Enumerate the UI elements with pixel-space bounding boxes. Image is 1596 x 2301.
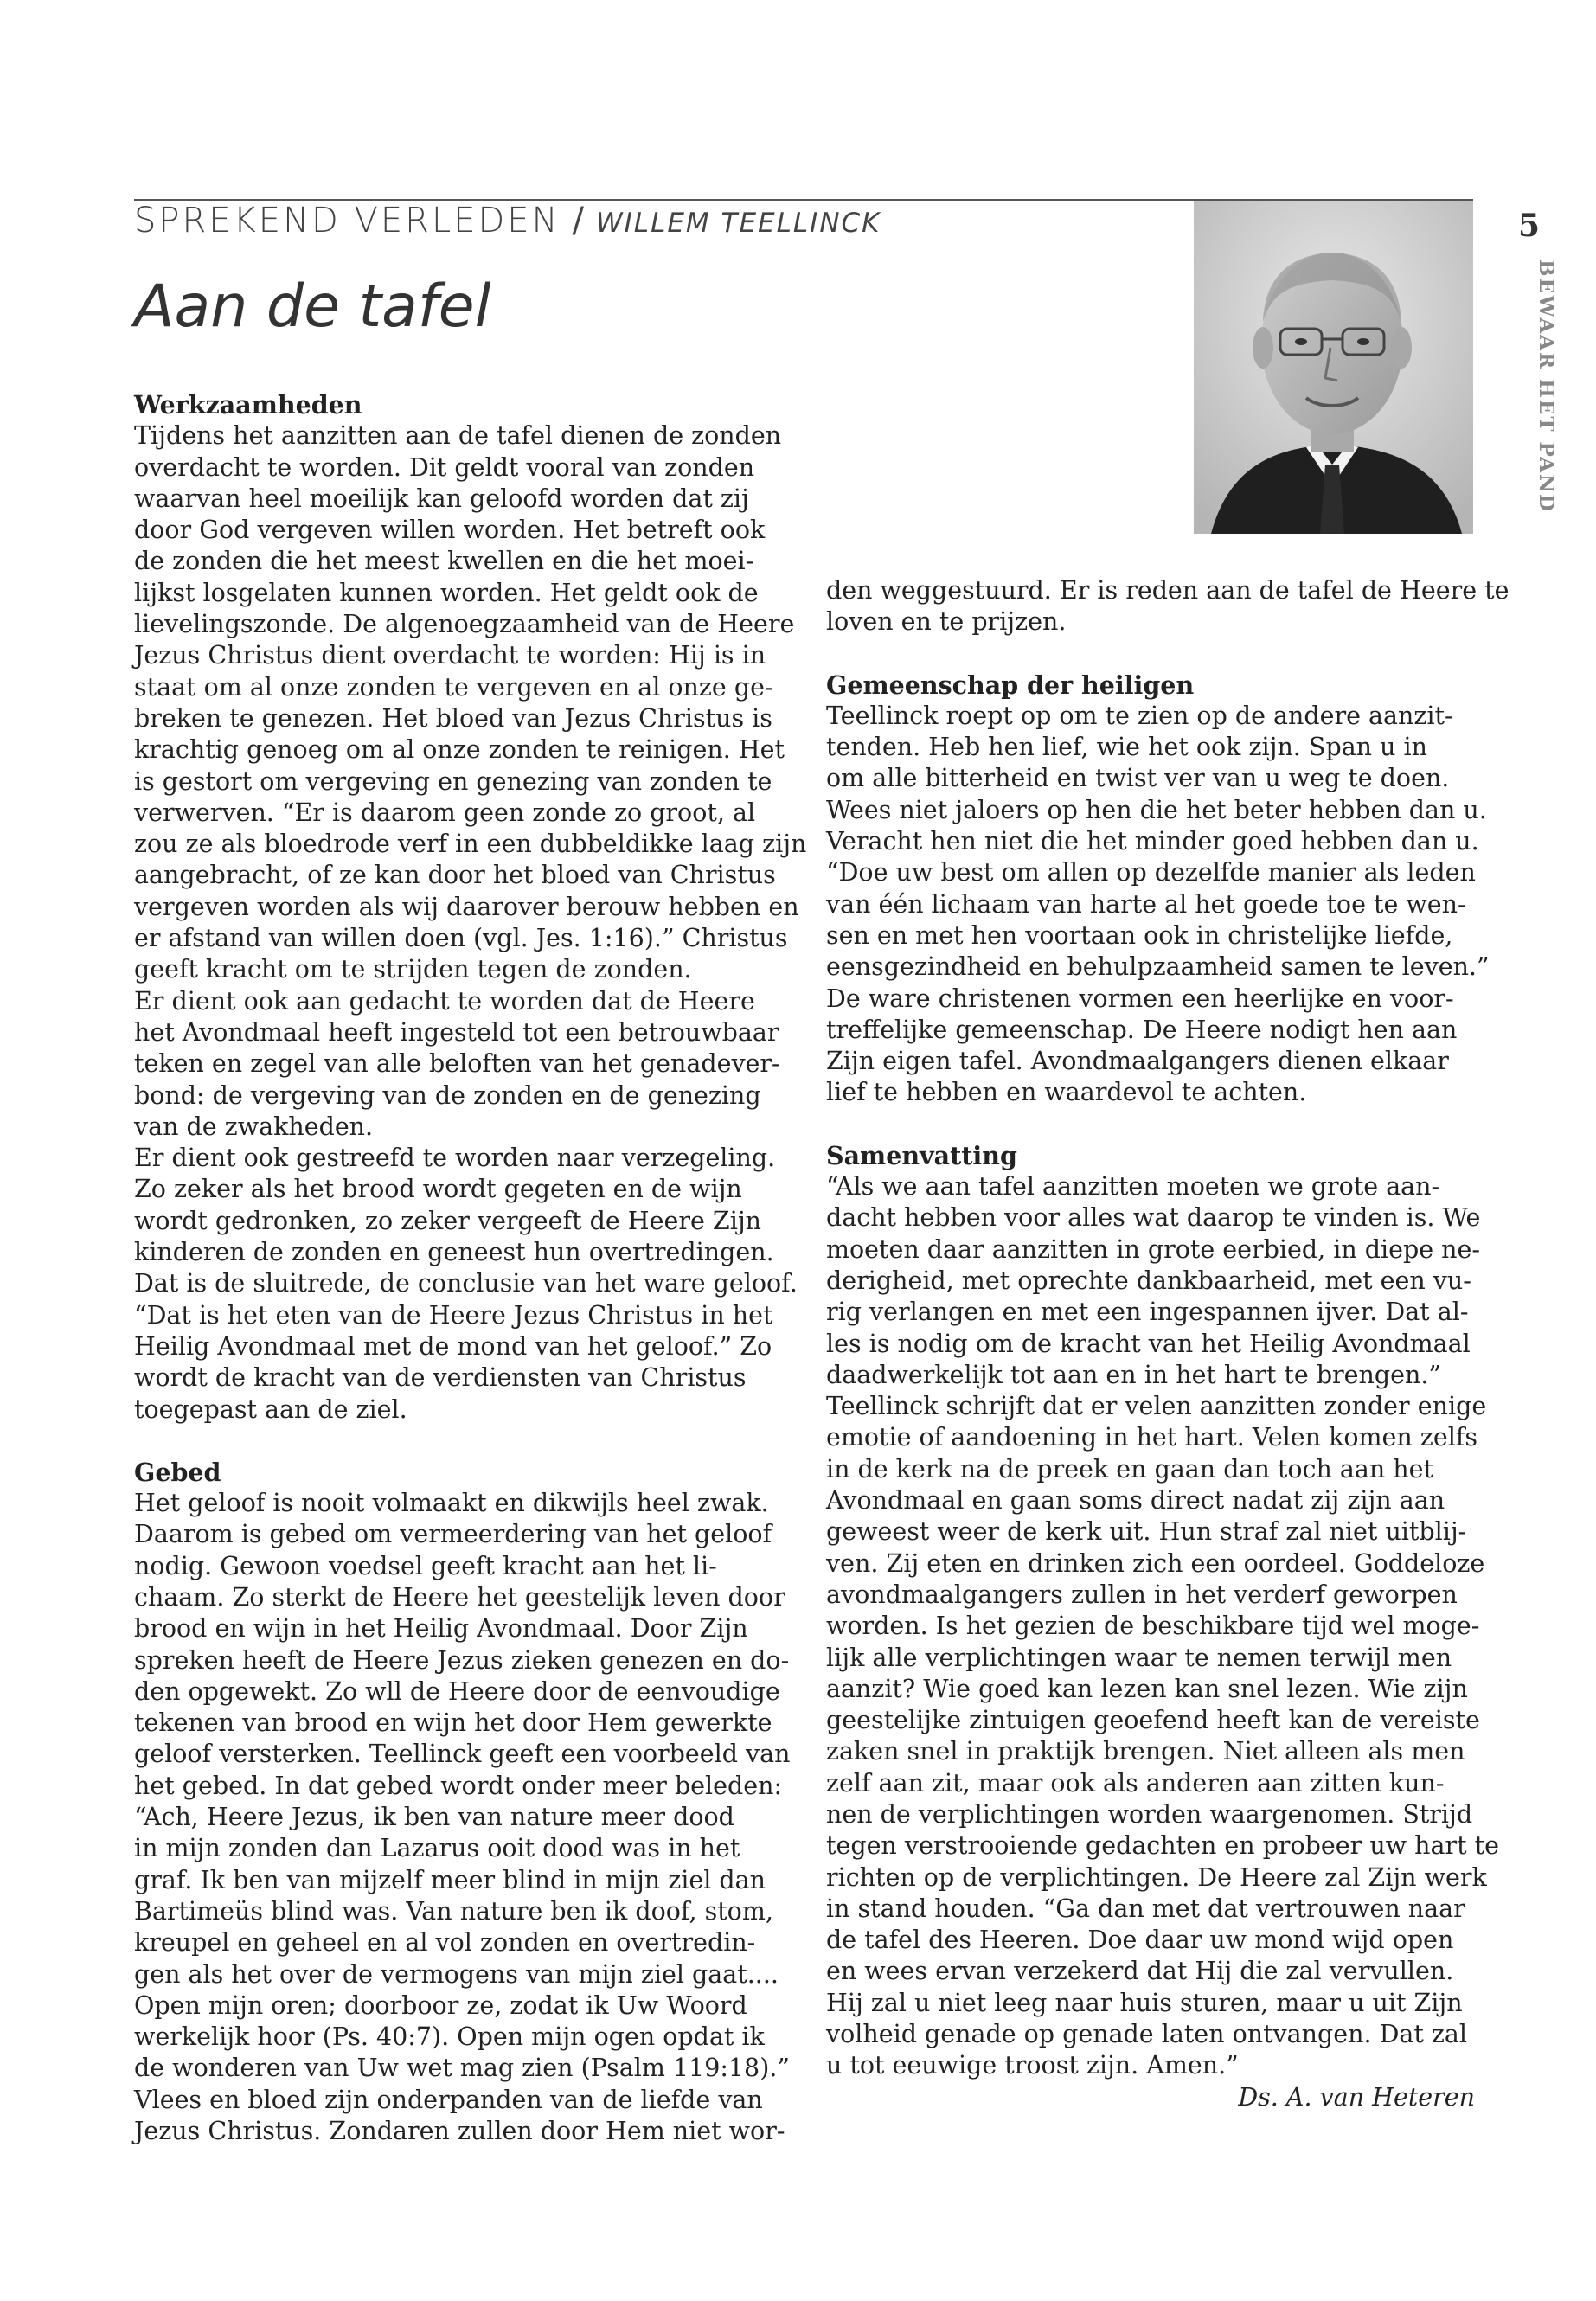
text-line: “Ach, Heere Jezus, ik ben van nature meer dood	[134, 1803, 734, 1832]
text-line: overdacht te worden. Dit geldt vooral van zonden	[134, 452, 755, 482]
text-line: loven en te prijzen.	[826, 607, 1067, 637]
text-line: brood en wijn in het Heilig Avondmaal. Door Zijn	[134, 1614, 748, 1644]
text-line: emotie of aandoening in het hart. Velen komen zelfs	[826, 1423, 1477, 1452]
text-line: Teellinck schrijft dat er velen aanzitten zonder enige	[826, 1392, 1487, 1421]
text-line: de wonderen van Uw wet mag zien (Psalm 119:18).”	[134, 2054, 790, 2083]
text-line: daadwerkelijk tot aan en in het hart te brengen.”	[826, 1360, 1441, 1389]
text-line: geloof versterken. Teellinck geeft een voorbeeld van	[134, 1740, 791, 1769]
text-line: u tot eeuwige troost zijn. Amen.”	[826, 2051, 1239, 2080]
text-line: spreken heeft de Heere Jezus zieken genezen en do-	[134, 1645, 790, 1675]
section-name: SPREKEND VERLEDEN	[134, 201, 561, 240]
text-line: vergeven worden als wij daarover berouw hebben en	[134, 892, 799, 921]
text-line: den weggestuurd. Er is reden aan de tafel de Heere te	[826, 576, 1509, 605]
text-line: om alle bitterheid en twist ver van u weg te doen.	[826, 764, 1450, 793]
right-column	[826, 575, 1509, 2113]
text-line: Daarom is gebed om vermeerdering van het geloof	[134, 1520, 772, 1549]
text-line: zelf aan zit, maar ook als anderen aan zitten kun-	[826, 1768, 1445, 1798]
side-label: BEWAAR HET PAND	[1535, 260, 1558, 513]
text-line: Tijdens het aanzitten aan de tafel dienen de zonden	[134, 421, 782, 451]
text-line: geestelijke zintuigen geoefend heeft kan de vereiste	[826, 1706, 1480, 1735]
text-line: graf. Ik ben van mijzelf meer blind in mijn ziel dan	[134, 1865, 766, 1894]
text-line: Jezus Christus. Zondaren zullen door Hem niet wor-	[134, 2117, 785, 2146]
text-line: het gebed. In dat gebed wordt onder meer beleden:	[134, 1771, 783, 1800]
text-line: Het geloof is nooit volmaakt en dikwijls heel zwak.	[134, 1489, 769, 1518]
text-line: rig verlangen en met een ingespannen ijver. Dat al-	[826, 1298, 1469, 1327]
text-line: sen en met hen voortaan ook in christelijke liefde,	[826, 920, 1453, 950]
article-title: Aan de tafel	[134, 272, 491, 341]
text-line: lijkst losgelaten kunnen worden. Het geldt ook de	[134, 578, 759, 607]
text-line: lievelingszonde. De algenoegzaamheid van de Heere	[134, 610, 795, 639]
text-line: geeft kracht om te strijden tegen de zonden.	[134, 955, 692, 984]
section-heading: Werkzaamheden	[134, 390, 362, 420]
signature: Ds. A. van Heteren	[1238, 2082, 1475, 2112]
text-line: in mijn zonden dan Lazarus ooit dood was in het	[134, 1834, 740, 1863]
text-line: lief te hebben en waardevol te achten.	[826, 1078, 1307, 1107]
text-line: nodig. Gewoon voedsel geeft kracht aan het li-	[134, 1551, 717, 1580]
text-line: Er dient ook gestreefd te worden naar verzegeling.	[134, 1144, 776, 1173]
text-line: Veracht hen niet die het minder goed hebben dan u.	[826, 827, 1479, 856]
text-line: verwerven. “Er is daarom geen zonde zo groot, al	[134, 798, 756, 827]
text-line: wordt gedronken, zo zeker vergeeft de Heere Zijn	[134, 1206, 762, 1235]
text-line: door God vergeven willen worden. Het betreft ook	[134, 516, 766, 545]
text-line: tekenen van brood en wijn het door Hem gewerkte	[134, 1708, 772, 1738]
text-line: van de zwakheden.	[134, 1112, 374, 1141]
text-line: toegepast aan de ziel.	[134, 1394, 407, 1424]
text-line: breken te genezen. Het bloed van Jezus Christus is	[134, 703, 772, 733]
text-line: is gestort om vergeving en genezing van zonden te	[134, 766, 772, 796]
page-number: 5	[1518, 208, 1541, 244]
text-line: Zijn eigen tafel. Avondmaalgangers dienen elkaar	[826, 1047, 1449, 1076]
text-line: en wees ervan verzekerd dat Hij die zal vervullen.	[826, 1957, 1454, 1986]
text-line: er afstand van willen doen (vgl. Jes. 1:16).” Christus	[134, 924, 788, 953]
text-line: Teellinck roept op om te zien op de andere aanzit-	[826, 701, 1453, 730]
text-line: Zo zeker als het brood wordt gegeten en de wijn	[134, 1175, 742, 1204]
text-line: aangebracht, of ze kan door het bloed van Christus	[134, 861, 776, 890]
text-line: aanzit? Wie goed kan lezen kan snel lezen. Wie zijn	[826, 1674, 1468, 1703]
text-line: volheid genade op genade laten ontvangen. Dat zal	[826, 2020, 1468, 2049]
text-line: in de kerk na de preek en gaan dan toch aan het	[826, 1454, 1433, 1484]
text-line: de zonden die het meest kwellen en die het moei-	[134, 547, 754, 576]
text-line: wordt de kracht van de verdiensten van Christus	[134, 1363, 747, 1393]
text-line: richten op de verplichtingen. De Heere zal Zijn werk	[826, 1862, 1487, 1892]
text-line: Open mijn oren; doorboor ze, zodat ik Uw Woord	[134, 1990, 747, 2020]
text-line: Er dient ook aan gedacht te worden dat de Heere	[134, 986, 755, 1016]
text-line: “Doe uw best om allen op dezelfde manier als leden	[826, 858, 1476, 888]
text-line: kinderen de zonden en geneest hun overtredingen.	[134, 1238, 774, 1267]
section-heading: Gebed	[134, 1457, 221, 1487]
section-heading: Samenvatting	[826, 1140, 1017, 1170]
text-line: moeten daar aanzitten in grote eerbied, in diepe ne-	[826, 1234, 1481, 1264]
text-line: dacht hebben voor alles wat daarop te vinden is. We	[826, 1203, 1481, 1233]
text-line: les is nodig om de kracht van het Heilig Avondmaal	[826, 1329, 1471, 1358]
text-line: Jezus Christus dient overdacht te worden: Hij is in	[134, 641, 766, 670]
text-line: De ware christenen vormen een heerlijke en voor-	[826, 984, 1454, 1013]
text-line: “Dat is het eten van de Heere Jezus Christus in het	[134, 1300, 773, 1330]
text-line: eensgezindheid en behulpzaamheid samen te leven.”	[826, 952, 1490, 982]
text-line: gen als het over de vermogens van mijn ziel gaat....	[134, 1959, 779, 1989]
text-line: chaam. Zo sterkt de Heere het geestelijk leven door	[134, 1582, 785, 1612]
text-line: worden. Is het gezien de beschikbare tijd wel moge-	[826, 1612, 1480, 1641]
text-line: Avondmaal en gaan soms direct nadat zij zijn aan	[826, 1486, 1445, 1516]
text-line: krachtig genoeg om al onze zonden te reinigen. Het	[134, 735, 785, 765]
text-line: tegen verstrooiende gedachten en probeer uw hart te	[826, 1831, 1499, 1861]
text-line: waarvan heel moeilijk kan geloofd worden dat zij	[134, 484, 749, 513]
page-header	[134, 201, 881, 240]
text-line: treffelijke gemeenschap. De Heere nodigt hen aan	[826, 1015, 1458, 1044]
text-line: “Als we aan tafel aanzitten moeten we grote aan-	[826, 1172, 1440, 1202]
header-separator: /	[572, 201, 584, 240]
text-line: bond: de vergeving van de zonden en de genezing	[134, 1080, 761, 1110]
text-line: geweest weer de kerk uit. Hun straf zal niet uitblij-	[826, 1517, 1467, 1547]
text-line: zou ze als bloedrode verf in een dubbeldikke laag zijn	[134, 830, 807, 859]
text-line: zaken snel in praktijk brengen. Niet alleen als men	[826, 1737, 1465, 1766]
author-photo	[1194, 201, 1473, 534]
text-line: Vlees en bloed zijn onderpanden van de liefde van	[134, 2085, 763, 2114]
text-line: werkelijk hoor (Ps. 40:7). Open mijn ogen opdat ik	[134, 2022, 765, 2052]
text-line: kreupel en geheel en al vol zonden en overtredin-	[134, 1928, 756, 1958]
left-column	[134, 389, 807, 2147]
text-line: Wees niet jaloers op hen die het beter hebben dan u.	[826, 795, 1487, 824]
text-line: Hij zal u niet leeg naar huis sturen, maar u uit Zijn	[826, 1988, 1463, 2017]
text-line: het Avondmaal heeft ingesteld tot een betrouwbaar	[134, 1017, 779, 1047]
header-author: WILLEM TEELLINCK	[596, 208, 881, 239]
text-line: staat om al onze zonden te vergeven en al onze ge-	[134, 672, 773, 702]
text-line: Heilig Avondmaal met de mond van het geloof.” Zo	[134, 1331, 772, 1361]
text-line: den opgewekt. Zo wll de Heere door de eenvoudige	[134, 1676, 780, 1706]
text-line: ven. Zij eten en drinken zich een oordeel. Goddeloze	[826, 1548, 1485, 1578]
text-line: in stand houden. “Ga dan met dat vertrouwen naar	[826, 1894, 1465, 1923]
text-line: lijk alle verplichtingen waar te nemen terwijl men	[826, 1643, 1452, 1672]
text-line: derigheid, met oprechte dankbaarheid, met een vu-	[826, 1266, 1471, 1295]
section-heading: Gemeenschap der heiligen	[826, 670, 1195, 700]
text-line: Dat is de sluitrede, de conclusie van het ware geloof.	[134, 1269, 798, 1298]
text-line: van één lichaam van harte al het goede toe te wen-	[826, 889, 1466, 919]
text-line: tenden. Heb hen lief, wie het ook zijn. Span u in	[826, 733, 1427, 762]
text-line: teken en zegel van alle beloften van het genadever-	[134, 1049, 780, 1079]
text-line: nen de verplichtingen worden waargenomen. Strijd	[826, 1799, 1473, 1829]
text-line: de tafel des Heeren. Doe daar uw mond wijd open	[826, 1926, 1454, 1955]
text-line: Bartimeüs blind was. Van nature ben ik doof, stom,	[134, 1896, 773, 1926]
text-line: avondmaalgangers zullen in het verderf geworpen	[826, 1580, 1458, 1609]
